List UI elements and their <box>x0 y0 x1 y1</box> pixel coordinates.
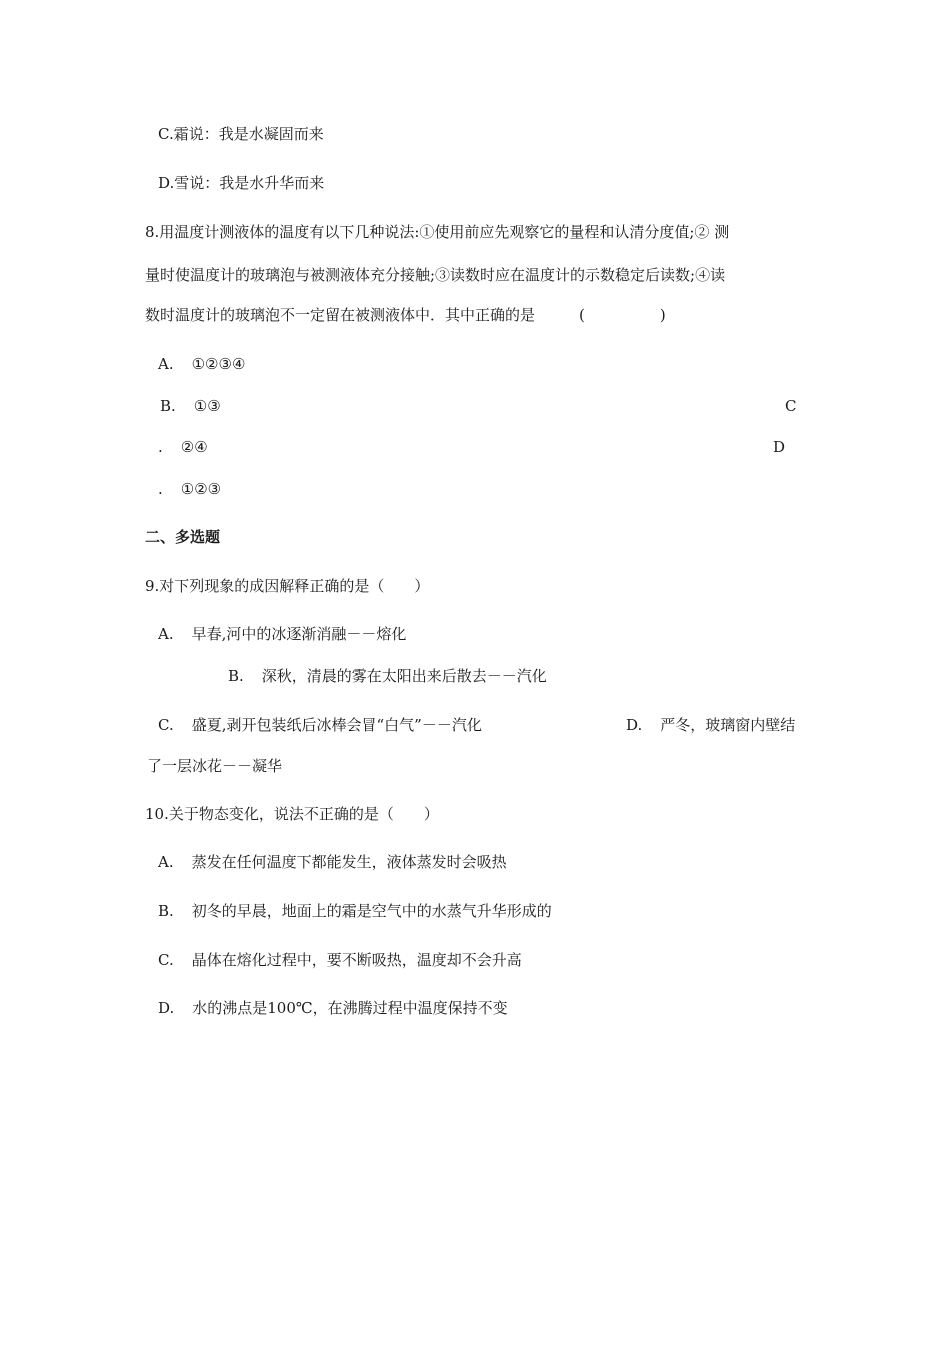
option-letter: A. <box>158 625 174 643</box>
q10-stem: 10.关于物态变化，说法不正确的是（ ） <box>145 805 439 823</box>
option-letter: D. <box>626 716 643 734</box>
option-letter: A. <box>158 853 174 871</box>
option-text: 晶体在熔化过程中，要不断吸热，温度却不会升高 <box>191 951 522 969</box>
q7-option-d: D.雪说：我是水升华而来 <box>158 174 325 192</box>
q8-stem-line-3 <box>145 305 666 325</box>
q10-option-c <box>158 950 522 970</box>
option-text: ②④ <box>180 438 208 456</box>
q9-option-b <box>228 666 547 686</box>
q9-option-d <box>626 715 795 735</box>
option-dot: . <box>158 438 163 456</box>
section-heading: 二、多选题 <box>145 528 221 546</box>
option-text: 水的沸点是100℃，在沸腾过程中温度保持不变 <box>192 999 508 1017</box>
q7-option-c: C.霜说：我是水凝固而来 <box>158 125 324 143</box>
option-letter: B. <box>160 397 176 415</box>
q10-option-b <box>158 901 552 921</box>
option-text: 严冬，玻璃窗内壁结 <box>660 716 796 734</box>
q8-option-a <box>158 354 245 374</box>
option-text: ①③ <box>193 397 221 415</box>
option-letter: A. <box>158 355 174 373</box>
q10-option-d <box>158 998 508 1018</box>
q8-answer-blank: ( ) <box>579 306 666 324</box>
q9-option-d-continued: 了一层冰花－－凝华 <box>147 757 283 775</box>
option-letter: B. <box>228 667 244 685</box>
q8-stem-line-2: 量时使温度计的玻璃泡与被测液体充分接触;③读数时应在温度计的示数稳定后读数;④读 <box>145 266 726 284</box>
option-letter: C. <box>158 716 174 734</box>
option-text: ①②③④ <box>191 355 246 373</box>
q8-option-d <box>158 479 221 499</box>
q8-option-b <box>160 396 221 416</box>
option-text: ①②③ <box>180 480 222 498</box>
option-text: 蒸发在任何温度下都能发生，液体蒸发时会吸热 <box>191 853 507 871</box>
q10-option-a <box>158 852 507 872</box>
q9-option-c <box>158 715 482 735</box>
q8-stem-line-1: 8.用温度计测液体的温度有以下几种说法:①使用前应先观察它的量程和认清分度值;② 测 <box>145 223 730 241</box>
option-text: 早春,河中的冰逐渐消融－－熔化 <box>191 625 407 643</box>
q9-option-a <box>158 624 406 644</box>
option-text: 初冬的早晨，地面上的霜是空气中的水蒸气升华形成的 <box>191 902 552 920</box>
q8-option-d-letter: D <box>773 438 786 456</box>
option-letter: B. <box>158 902 174 920</box>
q9-stem: 9.对下列现象的成因解释正确的是（ ） <box>145 577 430 595</box>
option-dot: . <box>158 480 163 498</box>
option-letter: C. <box>158 951 174 969</box>
q8-option-c <box>158 437 208 457</box>
option-text: 盛夏,剥开包装纸后冰棒会冒“白气”－－汽化 <box>191 716 482 734</box>
option-letter: D. <box>158 999 175 1017</box>
option-text: 深秋，清晨的雾在太阳出来后散去－－汽化 <box>261 667 547 685</box>
q8-option-c-letter: C <box>785 397 797 415</box>
q8-stem-text: 数时温度计的玻璃泡不一定留在被测液体中．其中正确的是 <box>145 306 536 324</box>
